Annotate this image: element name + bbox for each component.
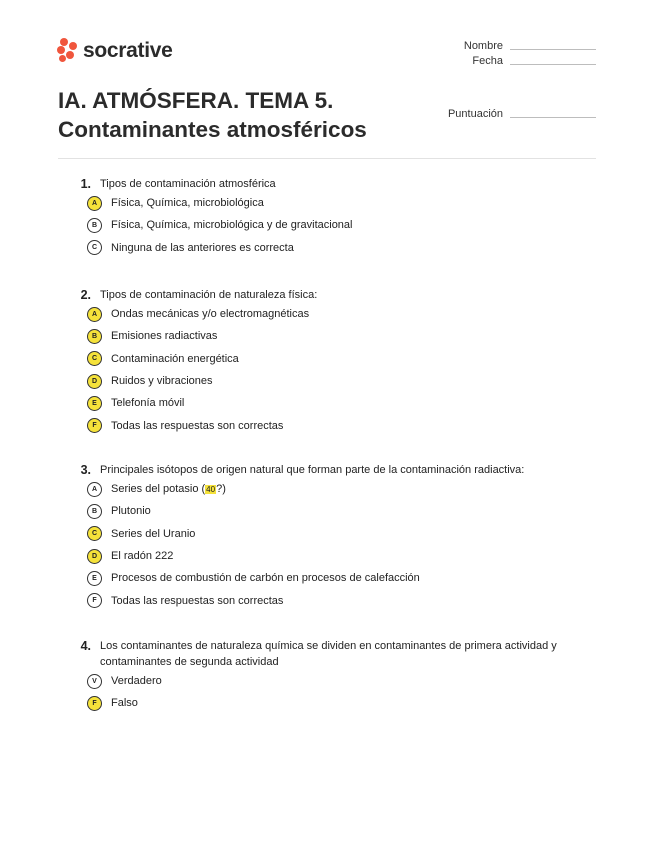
answer-text-prefix: Series del potasio ( bbox=[111, 483, 206, 496]
answer-text: Verdadero bbox=[111, 675, 162, 688]
answer-text bbox=[111, 483, 226, 495]
answer-text: Ruidos y vibraciones bbox=[111, 375, 213, 388]
question-header bbox=[58, 462, 596, 478]
page-title bbox=[58, 86, 367, 144]
answer-bubble-a[interactable]: A bbox=[87, 482, 102, 497]
answer-text: Series del Uranio bbox=[111, 527, 196, 540]
answer-bubble-b[interactable]: B bbox=[87, 329, 102, 344]
answer-text: Ondas mecánicas y/o electromagnéticas bbox=[111, 308, 310, 321]
answer-bubble-c[interactable]: C bbox=[87, 351, 102, 366]
answer-option[interactable] bbox=[58, 545, 596, 567]
answer-bubble-b[interactable]: B bbox=[87, 218, 102, 233]
date-label: Fecha bbox=[472, 55, 503, 67]
question-1 bbox=[58, 176, 596, 259]
answer-bubble-d[interactable]: D bbox=[87, 549, 102, 564]
answer-bubble-v[interactable]: V bbox=[87, 674, 102, 689]
answer-option[interactable] bbox=[58, 392, 596, 414]
question-text: Tipos de contaminación de naturaleza física: bbox=[100, 289, 318, 301]
question-number: 1. bbox=[80, 177, 91, 191]
title-line-1: IA. ATMÓSFERA. TEMA 5. bbox=[58, 88, 334, 113]
name-line[interactable] bbox=[510, 48, 596, 50]
question-2 bbox=[58, 287, 596, 437]
answer-option[interactable] bbox=[58, 414, 596, 436]
question-header bbox=[58, 638, 596, 670]
answer-option[interactable] bbox=[58, 325, 596, 347]
score-line[interactable] bbox=[510, 116, 596, 118]
answer-text: Emisiones radiactivas bbox=[111, 330, 218, 343]
question-4 bbox=[58, 638, 596, 715]
socrative-logo bbox=[57, 38, 173, 64]
question-text: Tipos de contaminación atmosférica bbox=[100, 178, 276, 190]
question-header bbox=[58, 287, 596, 303]
question-header bbox=[58, 176, 596, 192]
answer-option[interactable] bbox=[58, 370, 596, 392]
answer-bubble-a[interactable]: A bbox=[87, 307, 102, 322]
answer-text: Contaminación energética bbox=[111, 352, 239, 365]
answer-text: Telefonía móvil bbox=[111, 397, 185, 410]
answer-option[interactable] bbox=[58, 589, 596, 611]
answer-text: Falso bbox=[111, 697, 138, 710]
answer-option[interactable] bbox=[58, 192, 596, 214]
answer-text: Física, Química, microbiológica bbox=[111, 197, 264, 210]
answer-bubble-e[interactable]: E bbox=[87, 396, 102, 411]
answer-text: Procesos de combustión de carbón en procesos de calefacción bbox=[111, 572, 420, 585]
date-line[interactable] bbox=[510, 63, 596, 65]
highlighted-text: 40 bbox=[206, 485, 216, 495]
answer-text: Ninguna de las anteriores es correcta bbox=[111, 241, 294, 254]
title-line-2: Contaminantes atmosféricos bbox=[58, 117, 367, 142]
answer-option[interactable] bbox=[58, 567, 596, 589]
answer-option[interactable] bbox=[58, 303, 596, 325]
answer-bubble-c[interactable]: C bbox=[87, 526, 102, 541]
answer-option[interactable] bbox=[58, 692, 596, 714]
answer-text: Todas las respuestas son correctas bbox=[111, 419, 284, 432]
answer-bubble-c[interactable]: C bbox=[87, 240, 102, 255]
answer-bubble-f[interactable]: F bbox=[87, 418, 102, 433]
question-number: 4. bbox=[80, 639, 91, 653]
answer-text: Física, Química, microbiológica y de gravitacional bbox=[111, 219, 353, 232]
answer-option[interactable] bbox=[58, 348, 596, 370]
answer-option[interactable] bbox=[58, 500, 596, 522]
answer-bubble-d[interactable]: D bbox=[87, 374, 102, 389]
question-number: 2. bbox=[80, 288, 91, 302]
answer-option[interactable] bbox=[58, 523, 596, 545]
name-label: Nombre bbox=[463, 40, 503, 52]
answer-bubble-b[interactable]: B bbox=[87, 504, 102, 519]
name-field[interactable] bbox=[440, 40, 596, 52]
answer-bubble-a[interactable]: A bbox=[87, 196, 102, 211]
question-text: Principales isótopos de origen natural que forman parte de la contaminación radiactiva: bbox=[100, 464, 525, 476]
answer-bubble-f[interactable]: F bbox=[87, 696, 102, 711]
answer-text: El radón 222 bbox=[111, 550, 174, 563]
answer-option[interactable] bbox=[58, 670, 596, 692]
question-3 bbox=[58, 462, 596, 612]
answer-text: Todas las respuestas son correctas bbox=[111, 594, 284, 607]
answer-option[interactable] bbox=[58, 214, 596, 236]
socrative-logo-icon bbox=[57, 38, 77, 64]
answer-text-suffix: ?) bbox=[216, 483, 226, 496]
question-text: Los contaminantes de naturaleza química se dividen en contaminantes de primera actividad y contaminantes de segunda actividad bbox=[100, 640, 557, 668]
score-label: Puntuación bbox=[447, 108, 503, 120]
answer-option[interactable] bbox=[58, 478, 596, 500]
score-field[interactable] bbox=[440, 108, 596, 120]
question-number: 3. bbox=[80, 463, 91, 477]
answer-bubble-f[interactable]: F bbox=[87, 593, 102, 608]
answer-text: Plutonio bbox=[111, 505, 151, 518]
date-field[interactable] bbox=[440, 55, 596, 67]
answer-option[interactable] bbox=[58, 237, 596, 259]
brand-name: socrative bbox=[83, 39, 173, 62]
header-divider bbox=[58, 158, 596, 159]
answer-bubble-e[interactable]: E bbox=[87, 571, 102, 586]
